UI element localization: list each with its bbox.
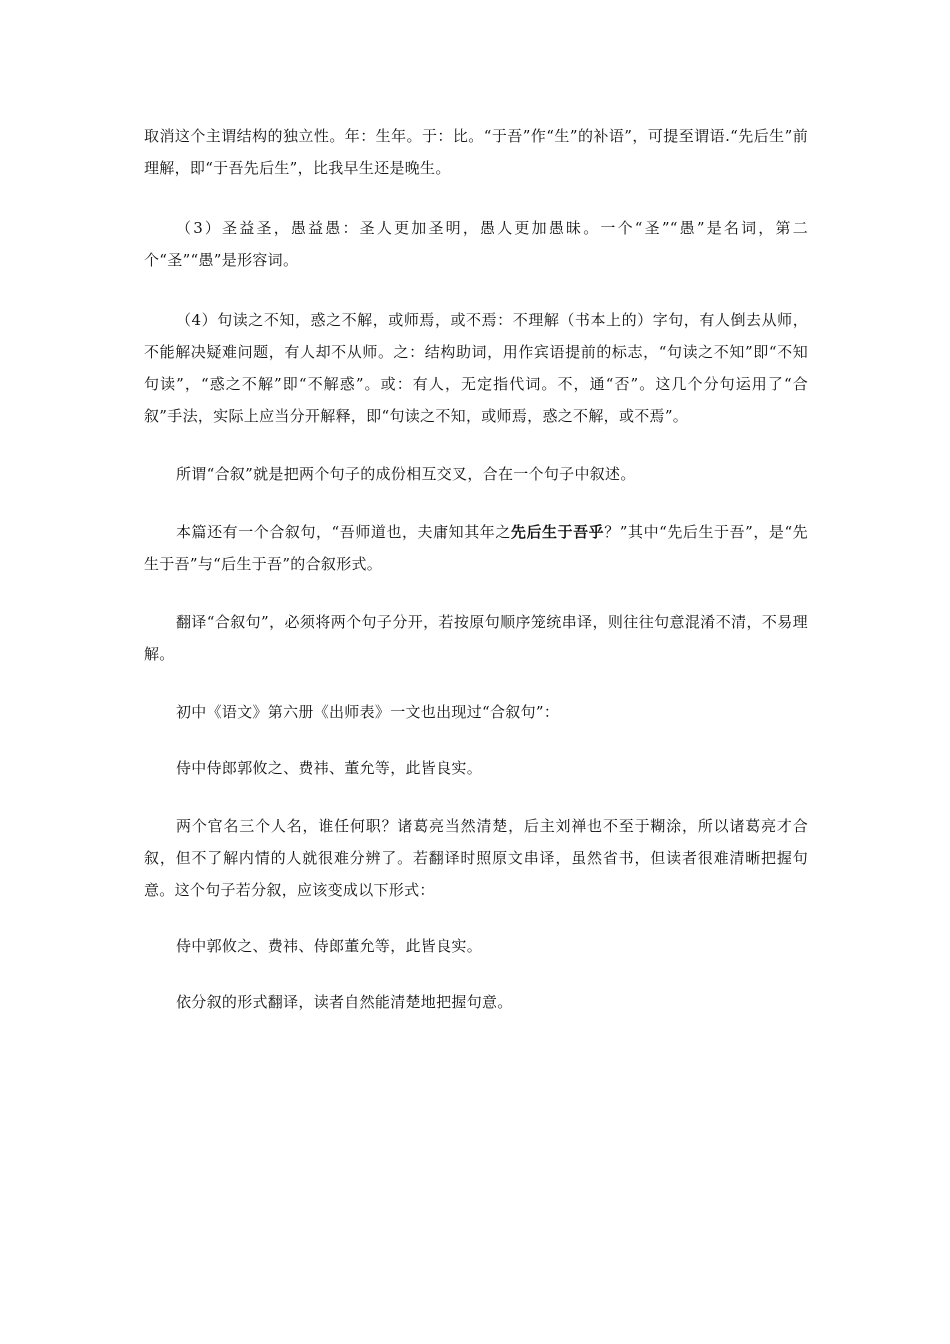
paragraph-9: 两个官名三个人名，谁任何职？诸葛亮当然清楚，后主刘禅也不至于糊涂，所以诸葛亮才合叙，但不了解内情的人就很难分辨了。若翻译时照原文串译，虽然省书，但读者很难清晰把握句意。这个句子若分叙，应该变成以下形式： bbox=[144, 817, 808, 899]
paragraph-6: 翻译“合叙句”，必须将两个句子分开，若按原句顺序笼统串译，则往往句意混淆不清，不易理解。 bbox=[144, 613, 808, 663]
paragraph-2: （3）圣益圣，愚益愚：圣人更加圣明，愚人更加愚昧。一个“圣”“愚”是名词，第二个“圣”“愚”是形容词。 bbox=[144, 219, 808, 269]
paragraph-1: 取消这个主谓结构的独立性。年：生年。于：比。“于吾”作“生”的补语”，可提至谓语.“先后生”前理解，即“于吾先后生”，比我早生还是晚生。 bbox=[144, 127, 808, 177]
paragraph-8: 侍中侍郎郭攸之、费祎、董允等，此皆良实。 bbox=[176, 759, 483, 777]
paragraph-10: 侍中郭攸之、费祎、侍郎董允等，此皆良实。 bbox=[176, 937, 483, 955]
paragraph-11: 依分叙的形式翻译，读者自然能清楚地把握句意。 bbox=[176, 993, 513, 1011]
paragraph-7: 初中《语文》第六册《出师表》一文也出现过“合叙句”： bbox=[176, 703, 560, 721]
paragraph-5-bold-text: 先后生于吾乎 bbox=[510, 523, 605, 541]
paragraph-4: 所谓“合叙”就是把两个句子的成份相互交叉，合在一个句子中叙述。 bbox=[176, 465, 636, 483]
document-page bbox=[144, 120, 808, 1018]
paragraph-5-text-b: ？”其中“先后生于吾”，是“先生于吾”与“后生于吾”的合叙形式。 bbox=[144, 523, 808, 573]
paragraph-5-text-a: 本篇还有一个合叙句，“吾师道也，夫庸知其年之 bbox=[176, 523, 511, 541]
paragraph-5 bbox=[144, 516, 808, 580]
paragraph-3: （4）句读之不知，惑之不解，或师焉，或不焉：不理解（书本上的）字句，有人倒去从师，不能解决疑难问题，有人却不从师。之：结构助词，用作宾语提前的标志，“句读之不知”即“不知句读”，“惑之不解”即“不解惑”。或：有人，无定指代词。不，通“否”。这几个分句运用了“合叙”手法，实际上应当分开解释，即“句读之不知，或师焉，惑之不解，或不焉”。 bbox=[144, 311, 808, 425]
